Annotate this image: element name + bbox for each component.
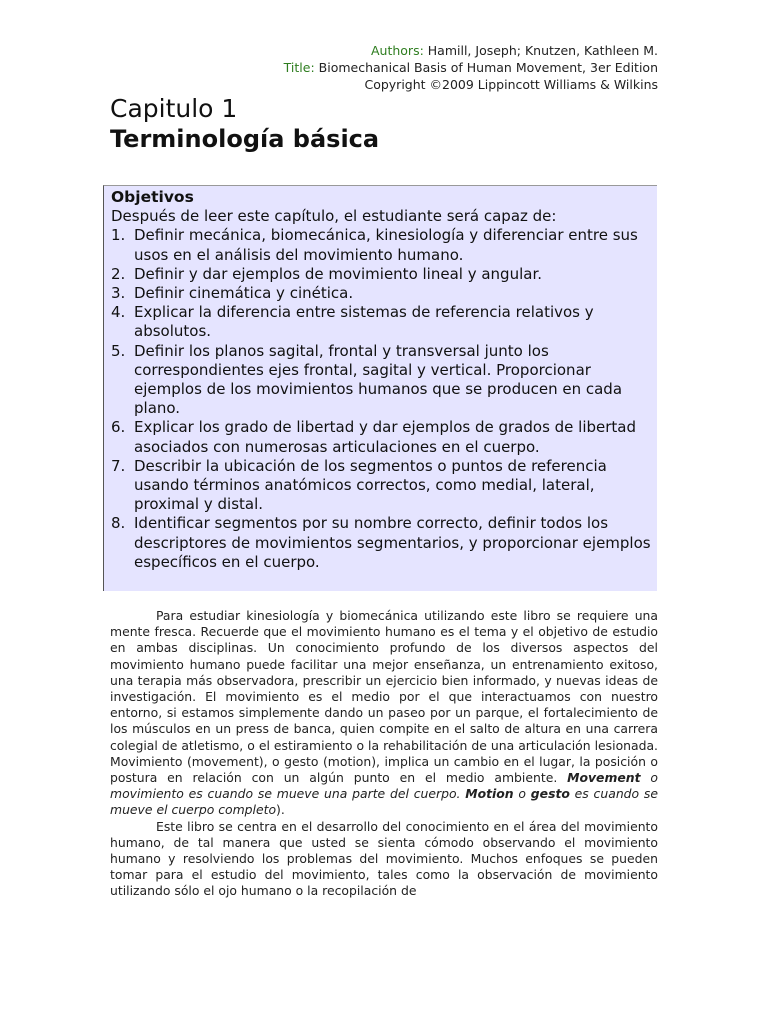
objective-number: 5. bbox=[111, 341, 126, 360]
objective-number: 7. bbox=[111, 456, 126, 475]
objective-text: Explicar la diferencia entre sistemas de referencia relativos y absolutos. bbox=[134, 303, 594, 341]
objective-text: Definir mecánica, biomecánica, kinesiología y diferenciar entre sus usos en el análisis del movimiento humano. bbox=[134, 226, 638, 264]
definition-motion: es cuando se mueve el cuerpo completo bbox=[110, 786, 658, 818]
paragraph-1-end: ). bbox=[276, 802, 285, 818]
objectives-title: Objetivos bbox=[111, 188, 194, 206]
objective-text: Definir cinemática y cinética. bbox=[134, 284, 354, 303]
objective-item bbox=[111, 265, 657, 284]
paragraph-2: Este libro se centra en el desarrollo del conocimiento en el área del movimiento humano, de tal manera que usted se sienta cómodo observando el movimiento humano y resolviendo los problemas del movimiento. Muchos enfoques se pueden tomar para el estudio del movimiento, tales como la observación de movimiento utilizando sólo el ojo humano o la recopilación de bbox=[110, 818, 658, 899]
body-text bbox=[110, 608, 658, 900]
objectives-box bbox=[103, 185, 657, 591]
objective-text: Explicar los grado de libertad y dar ejemplos de grados de libertad asociados con numerosas articulaciones en el cuerpo. bbox=[134, 418, 637, 456]
objective-item bbox=[111, 303, 657, 341]
objective-number: 6. bbox=[111, 418, 126, 437]
title-value: Biomechanical Basis of Human Movement, 3er Edition bbox=[318, 60, 658, 75]
term-motion: Motion bbox=[465, 786, 514, 802]
objective-item bbox=[111, 342, 657, 419]
objectives-list bbox=[111, 226, 657, 572]
objective-number: 1. bbox=[111, 226, 126, 245]
definition-movement: o movimiento es cuando se mueve una parte del cuerpo. bbox=[110, 770, 658, 802]
objective-text: Describir la ubicación de los segmentos o puntos de referencia usando términos anatómicos correctos, como medial, lateral, proximal y distal. bbox=[134, 456, 607, 514]
objective-number: 4. bbox=[111, 303, 126, 322]
objective-number: 3. bbox=[111, 284, 126, 303]
title-label: Title: bbox=[283, 60, 315, 75]
objective-item bbox=[111, 226, 657, 264]
objective-text: Definir y dar ejemplos de movimiento lineal y angular. bbox=[134, 264, 542, 283]
paragraph-1-text: Para estudiar kinesiología y biomecánica utilizando este libro se requiere una mente fresca. Recuerde que el movimiento humano es el tema y el objetivo de estudio en ambas disciplinas. Un conocimiento profundo de los diversos aspectos del movimiento humano puede facilitar una mejor enseñanza, un entrenamiento exitoso, una terapia más observadora, prescribir un ejercicio bien informado, y nuevas ideas de investigación. El movimiento es el medio por el que interactuamos con nuestro entorno, si estamos simplemente dando un paseo por un parque, el fortalecimiento de los músculos en un press de banca, quien compite en el salto de altura en una carrera colegial de atletismo, o el estiramiento o la rehabilitación de una articulación lesionada. Movimiento (movement), o gesto (motion), implica un cambio en el lugar, la posición o postura en relación con un algún punto en el medio ambiente. bbox=[110, 608, 658, 786]
chapter-number: Capitulo 1 bbox=[110, 94, 238, 123]
objective-item bbox=[111, 418, 657, 456]
term-conjunction: o bbox=[513, 786, 531, 802]
objective-item bbox=[111, 284, 657, 303]
objective-item bbox=[111, 514, 657, 572]
authors-line bbox=[98, 42, 658, 59]
authors-label: Authors: bbox=[370, 43, 424, 58]
chapter-heading bbox=[110, 94, 670, 154]
objectives-intro: Después de leer este capítulo, el estudiante será capaz de: bbox=[111, 207, 557, 226]
copyright-line: Copyright ©2009 Lippincott Williams & Wilkins bbox=[364, 77, 658, 92]
objective-number: 8. bbox=[111, 514, 126, 533]
term-movement: Movement bbox=[567, 770, 641, 786]
term-gesto: gesto bbox=[530, 786, 570, 802]
authors-value: Hamill, Joseph; Knutzen, Kathleen M. bbox=[427, 43, 658, 58]
objective-text: Definir los planos sagital, frontal y transversal junto los correspondientes ejes frontal, sagital y vertical. Proporcionar ejemplos de los movimientos humanos que se producen en cada plano. bbox=[134, 341, 623, 418]
objective-number: 2. bbox=[111, 264, 126, 283]
objective-item bbox=[111, 457, 657, 515]
chapter-title: Terminología básica bbox=[110, 125, 380, 153]
objective-text: Identificar segmentos por su nombre correcto, definir todos los descriptores de movimientos segmentarios, y proporcionar ejemplos específicos en el cuerpo. bbox=[134, 514, 651, 571]
document-metadata bbox=[98, 42, 658, 93]
paragraph-1 bbox=[110, 608, 658, 819]
title-line bbox=[98, 59, 658, 76]
